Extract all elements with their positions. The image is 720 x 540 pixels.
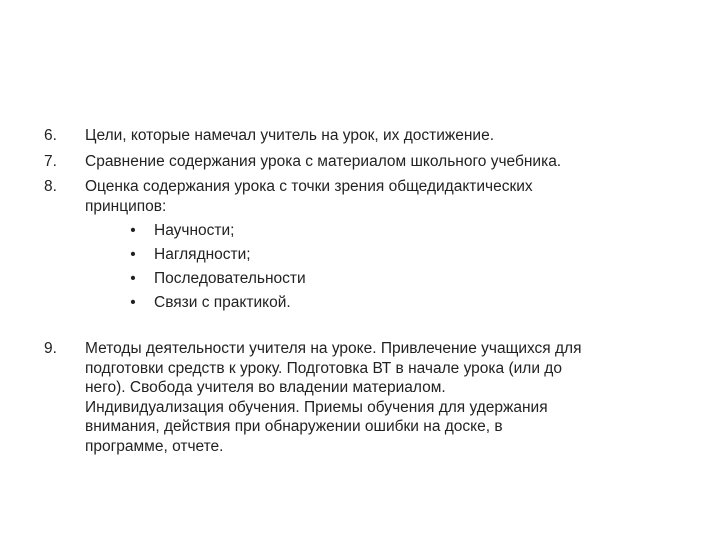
bullet-icon: • <box>130 246 136 263</box>
sub-bullet-list <box>126 219 526 315</box>
item-text: Методы деятельности учителя на уроке. Привлечение учащихся для подготовки средств к уроку. Подготовка ВТ в начале урока (или до него). Свобода учителя во владении материалом. Индивидуализация обучения. Приемы обучения для удержания внимания, действия при обнаружении ошибки на доске, в программе, отчете. <box>85 340 582 455</box>
bullet-label: Связи с практикой. <box>154 294 291 311</box>
bullet-icon: • <box>130 222 136 239</box>
item-text: Оценка содержания урока с точки зрения общедидактических принципов: <box>85 178 533 215</box>
sub-bullet-item <box>126 267 526 291</box>
bullet-label: Научности; <box>154 222 235 239</box>
sub-bullet-item <box>126 291 526 315</box>
item-number: 8. <box>44 178 57 195</box>
item-number: 9. <box>44 340 57 357</box>
bullet-icon: • <box>130 270 136 287</box>
sub-bullet-item <box>126 243 526 267</box>
item-number: 6. <box>44 127 57 144</box>
item-number: 7. <box>44 153 57 170</box>
item-text: Цели, которые намечал учитель на урок, их достижение. <box>85 127 495 144</box>
bullet-label: Наглядности; <box>154 246 251 263</box>
bullet-icon: • <box>130 294 136 311</box>
item-text: Сравнение содержания урока с материалом школьного учебника. <box>85 153 562 170</box>
sub-bullet-item <box>126 219 526 243</box>
bullet-label: Последовательности <box>154 270 306 287</box>
